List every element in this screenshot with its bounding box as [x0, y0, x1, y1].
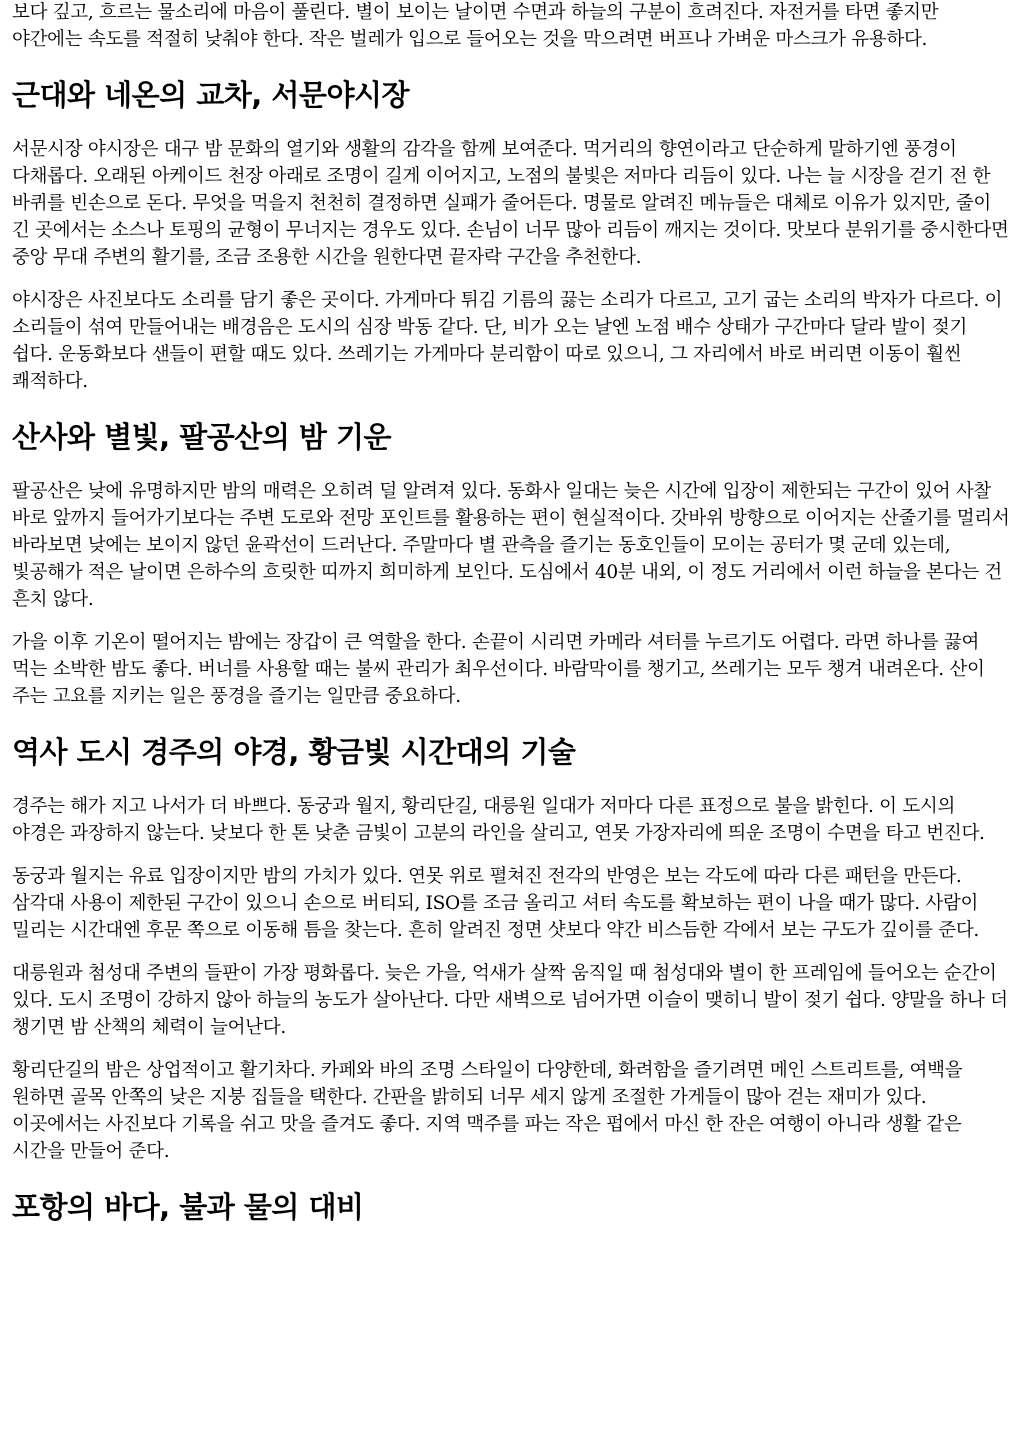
section-gyeongju-night — [12, 732, 1012, 1165]
body-paragraph: 경주는 해가 지고 나서가 더 바쁘다. 동궁과 월지, 황리단길, 대릉원 일대가 저마다 다른 표정으로 불을 밝힌다. 이 도시의 야경은 과장하지 않는다. 낮보다 한 톤 낮춘 금빛이 고분의 라인을 살리고, 연못 가장자리에 띄운 조명이 수면을 타고 번진다. — [12, 796, 985, 844]
body-paragraph: 팔공산은 낮에 유명하지만 밤의 매력은 오히려 덜 알려져 있다. 동화사 일대는 늦은 시간에 입장이 제한되는 구간이 있어 사찰 바로 앞까지 들어가기보다는 주변 도로와 전망 포인트를 활용하는 편이 현실적이다. 갓바위 방향으로 이어지는 산줄기를 멀리서 바라보면 낮에는 보이지 않던 윤곽선이 드러난다. 주말마다 별 관측을 즐기는 동호인들이 모이는 공터가 몇 군데 있는데, 빛공해가 적은 날이면 은하수의 흐릿한 띠까지 희미하게 보인다. 도심에서 40분 내외, 이 정도 거리에서 이런 하늘을 본다는 건 흔치 않다. — [12, 481, 1010, 610]
body-paragraph: 황리단길의 밤은 상업적이고 활기차다. 카페와 바의 조명 스타일이 다양한데, 화려함을 즐기려면 메인 스트리트를, 여백을 원하면 골목 안쪽의 낮은 지붕 집들을 택한다. 간판을 밝히되 너무 세지 않게 조절한 가게들이 많아 걷는 재미가 있다. 이곳에서는 사진보다 기록을 쉬고 맛을 즐겨도 좋다. 지역 맥주를 파는 작은 펍에서 마신 한 잔은 여행이 아니라 생활 같은 시간을 만들어 준다. — [12, 1060, 963, 1162]
body-paragraph: 대릉원과 첨성대 주변의 들판이 가장 평화롭다. 늦은 가을, 억새가 살짝 움직일 때 첨성대와 별이 한 프레임에 들어오는 순간이 있다. 도시 조명이 강하지 않아 하늘의 농도가 살아난다. 다만 새벽으로 넘어가면 이슬이 맺히니 발이 젖기 쉽다. 양말을 하나 더 챙기면 밤 산책의 체력이 늘어난다. — [12, 963, 1008, 1038]
section-heading: 포항의 바다, 불과 물의 대비 — [12, 1190, 364, 1224]
body-paragraph: 야시장은 사진보다도 소리를 담기 좋은 곳이다. 가게마다 튀김 기름의 끓는 소리가 다르고, 고기 굽는 소리의 박자가 다르다. 이 소리들이 섞여 만들어내는 배경음은 도시의 심장 박동 같다. 단, 비가 오는 날엔 노점 배수 상태가 구간마다 달라 발이 젖기 쉽다. 운동화보다 샌들이 편할 때도 있다. 쓰레기는 가게마다 분리함이 따로 있으니, 그 자리에서 바로 버리면 이동이 훨씬 쾌적하다. — [12, 290, 1003, 392]
section-heading: 근대와 네온의 교차, 서문야시장 — [12, 78, 409, 112]
section-heading: 산사와 별빛, 팔공산의 밤 기운 — [12, 420, 392, 454]
body-paragraph: 서문시장 야시장은 대구 밤 문화의 열기와 생활의 감각을 함께 보여준다. 먹거리의 향연이라고 단순하게 말하기엔 풍경이 다채롭다. 오래된 아케이드 천장 아래로 조명이 길게 이어지고, 노점의 불빛은 저마다 리듬이 있다. 나는 늘 시장을 걷기 전 한 바퀴를 빈손으로 돈다. 무엇을 먹을지 천천히 결정하면 실패가 줄어든다. 명물로 알려진 메뉴들은 대체로 이유가 있지만, 줄이 긴 곳에서는 소스나 토핑의 균형이 무너지는 경우도 있다. 손님이 너무 많아 리듬이 깨지는 것이다. 맛보다 분위기를 중시한다면 중앙 무대 주변의 활기를, 조금 조용한 시간을 원한다면 끝자락 구간을 추천한다. — [12, 139, 1009, 268]
section-pohang-sea — [12, 1187, 1012, 1227]
section-heading: 역사 도시 경주의 야경, 황금빛 시간대의 기술 — [12, 735, 576, 769]
body-paragraph: 동궁과 월지는 유료 입장이지만 밤의 가치가 있다. 연못 위로 펼쳐진 전각의 반영은 보는 각도에 따라 다른 패턴을 만든다. 삼각대 사용이 제한된 구간이 있으니 손으로 버티되, ISO를 조금 올리고 셔터 속도를 확보하는 편이 나을 때가 많다. 사람이 밀리는 시간대엔 후문 쪽으로 이동해 틈을 찾는다. 흔히 알려진 정면 샷보다 약간 비스듬한 각에서 보는 구도가 깊이를 준다. — [12, 866, 980, 941]
body-paragraph: 가을 이후 기온이 떨어지는 밤에는 장갑이 큰 역할을 한다. 손끝이 시리면 카메라 셔터를 누르기도 어렵다. 라면 하나를 끓여 먹는 소박한 밤도 좋다. 버너를 사용할 때는 불씨 관리가 최우선이다. 바람막이를 챙기고, 쓰레기는 모두 챙겨 내려온다. 산이 주는 고요를 지키는 일은 풍경을 즐기는 일만큼 중요하다. — [12, 632, 985, 707]
section-palgongsan — [12, 417, 1012, 710]
intro-paragraph: 보다 깊고, 흐르는 물소리에 마음이 풀린다. 별이 보이는 날이면 수면과 하늘의 구분이 흐려진다. 자전거를 타면 좋지만 야간에는 속도를 적절히 낮춰야 한다. 작은 벌레가 입으로 들어오는 것을 막으려면 버프나 가벼운 마스크가 유용하다. — [12, 2, 939, 50]
section-seomun-night-market — [12, 75, 1012, 395]
